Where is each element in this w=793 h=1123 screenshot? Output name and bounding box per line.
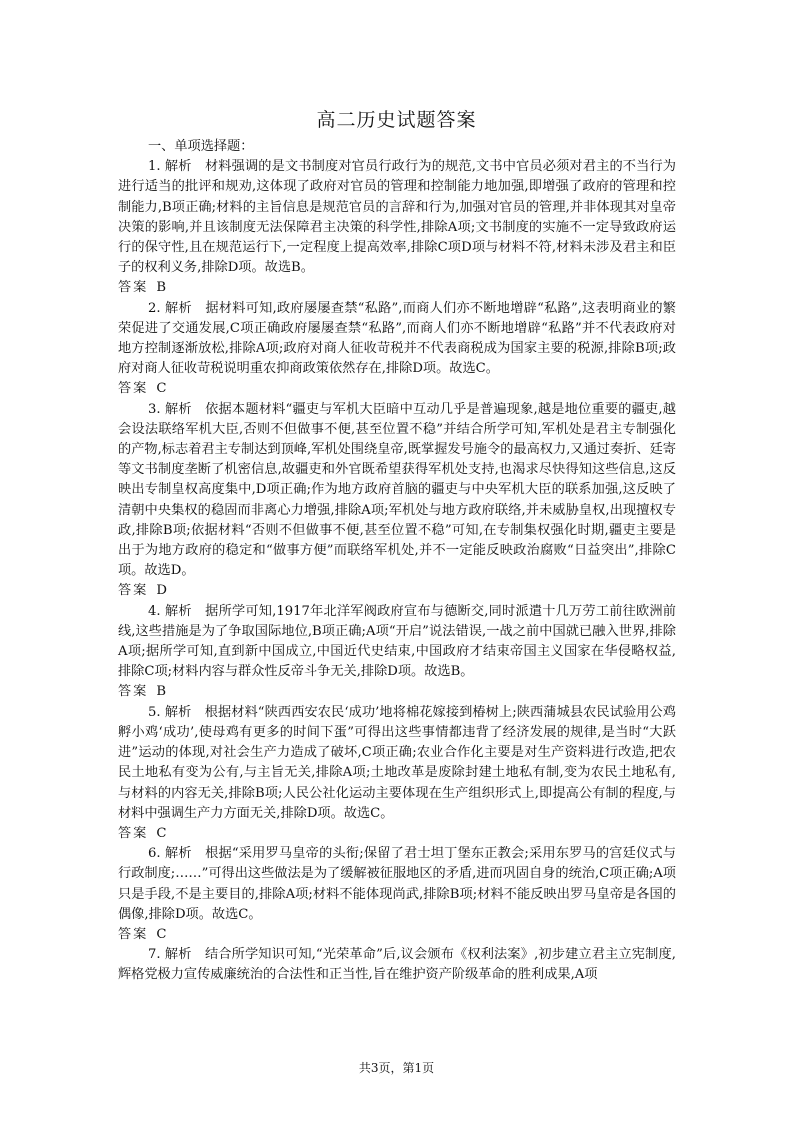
question-explanation: 4. 解析 据所学可知,1917年北洋军阀政府宣布与德断交,同时派遣十几万劳工前往欧洲前线,这些措施是为了争取国际地位,B项正确;A项“开启”说法错误,一战之前中国就已融入世界,排除A项;据所学可知,直到新中国成立,中国近代史结束,中国政府才结束帝国主义国家在华侵略权益,排除C项;材料内容与群众性反帝斗争无关,排除D项。故选B。	[118, 603, 676, 680]
answer-label: 答案	[118, 381, 149, 397]
page-footer: 共3页，第1页	[358, 1061, 435, 1075]
question-explanation: 1. 解析 材料强调的是文书制度对官员行政行为的规范,文书中官员必须对君主的不当行为进行适当的批评和规劝,这体现了政府对官员的管理和控制能力地加强,即增强了政府的管理和控制能力,B项正确;材料的主旨信息是规范官员的言辞和行为,加强对官员的管理,并非体现其对皇帝决策的影响,并且该制度无法保障君主决策的科学性,排除A项;文书制度的实施不一定导致政府运行的保守性,且在规范运行下,一定程度上提高效率,排除C项D项与材料不符,材料未涉及君主和臣子的权利义务,排除D项。故选B。	[118, 159, 676, 276]
answer-value: D	[156, 583, 167, 599]
answer-value: B	[156, 684, 167, 700]
answer-line	[118, 581, 676, 601]
answer-line	[118, 824, 676, 844]
question-explanation: 2. 解析 据材料可知,政府屡屡查禁“私路”,而商人们亦不断地增辟“私路”,这表明商业的繁荣促进了交通发展,C项正确政府屡屡查禁“私路”,而商人们亦不断地增辟“私路”并不代表政府对地方控制逐渐放松,排除A项;政府对商人征收苛税并不代表商税成为国家主要的税源,排除B项;政府对商人征收苛税说明重农抑商政策依然存在,排除D项。故选C。	[118, 300, 676, 377]
answer-value: C	[156, 926, 167, 942]
answer-label: 答案	[118, 280, 149, 296]
answer-line	[118, 682, 676, 702]
question-explanation: 6. 解析 根据“采用罗马皇帝的头衔;保留了君士坦丁堡东正教会;采用东罗马的宫廷仪式与行政制度;……”可得出这些做法是为了缓解被征服地区的矛盾,进而巩固自身的统治,C项正确;A项只是手段,不是主要目的,排除A项;材料不能体现尚武,排除B项;材料不能反映出罗马皇帝是各国的偶像,排除D项。故选C。	[118, 846, 676, 922]
answer-content	[118, 137, 676, 986]
section-heading: 一、单项选择题：	[148, 139, 254, 154]
answer-value: C	[156, 825, 167, 841]
question-explanation: 3. 解析 依据本题材料“疆吏与军机大臣暗中互动几乎是普遍现象,越是地位重要的疆吏,越会设法联络军机大臣,否则不但做事不便,甚至位置不稳”并结合所学可知,军机处是君主专制强化的产物,标志着君主专制达到顶峰,军机处围绕皇帝,既掌握发号施令的最高权力,又通过奏折、廷寄等文书制度垄断了机密信息,故疆吏和外官既希望获得军机处支持,也渴求尽快得知这些信息,这反映出专制皇权高度集中,D项正确;作为地方政府首脑的疆吏与中央军机大臣的联系加强,这反映了清朝中央集权的稳固而非离心力增强,排除A项;军机处与地方政府联络,并未威胁皇权,出现擅权专政,排除B项;依据材料“否则不但做事不便,甚至位置不稳”可知,在专制集权强化时期,疆吏主要是出于为地方政府的稳定和“做事方便”而联络军机处,并不一定能反映政治腐败“日益突出”,排除C项。故选D。	[118, 401, 676, 579]
answer-line	[118, 278, 676, 298]
answer-label: 答案	[118, 583, 149, 599]
answer-label: 答案	[118, 684, 149, 700]
question-explanation: 7. 解析 结合所学知识可知,“光荣革命”后,议会颁布《权利法案》,初步建立君主立宪制度,辉格党极力宣传威廉统治的合法性和正当性,旨在维护资产阶级革命的胜利成果,A项	[118, 947, 676, 983]
page-title: 高二历史试题答案	[316, 109, 477, 131]
answer-line	[118, 925, 676, 945]
question-explanation: 5. 解析 根据材料“陕西西安农民‘成功’地将棉花嫁接到椿树上;陕西蒲城县农民试验用公鸡孵小鸡‘成功’,使母鸡有更多的时间下蛋”可得出这些事情都违背了经济发展的规律,是当时“大跃进”运动的体现,对社会生产力造成了破坏,C项正确;农业合作化主要是对生产资料进行改造,把农民土地私有变为公有,与主旨无关,排除A项;土地改革是废除封建土地私有制,变为农民土地私有,与材料的内容无关,排除B项;人民公社化运动主要体现在生产组织形式上,即提高公有制的程度,与材料中强调生产力方面无关,排除D项。故选C。	[118, 704, 676, 821]
answer-line	[118, 379, 676, 399]
answer-label: 答案	[118, 825, 149, 841]
answer-label: 答案	[118, 926, 149, 942]
answer-value: B	[156, 280, 167, 296]
answer-value: C	[156, 381, 167, 397]
